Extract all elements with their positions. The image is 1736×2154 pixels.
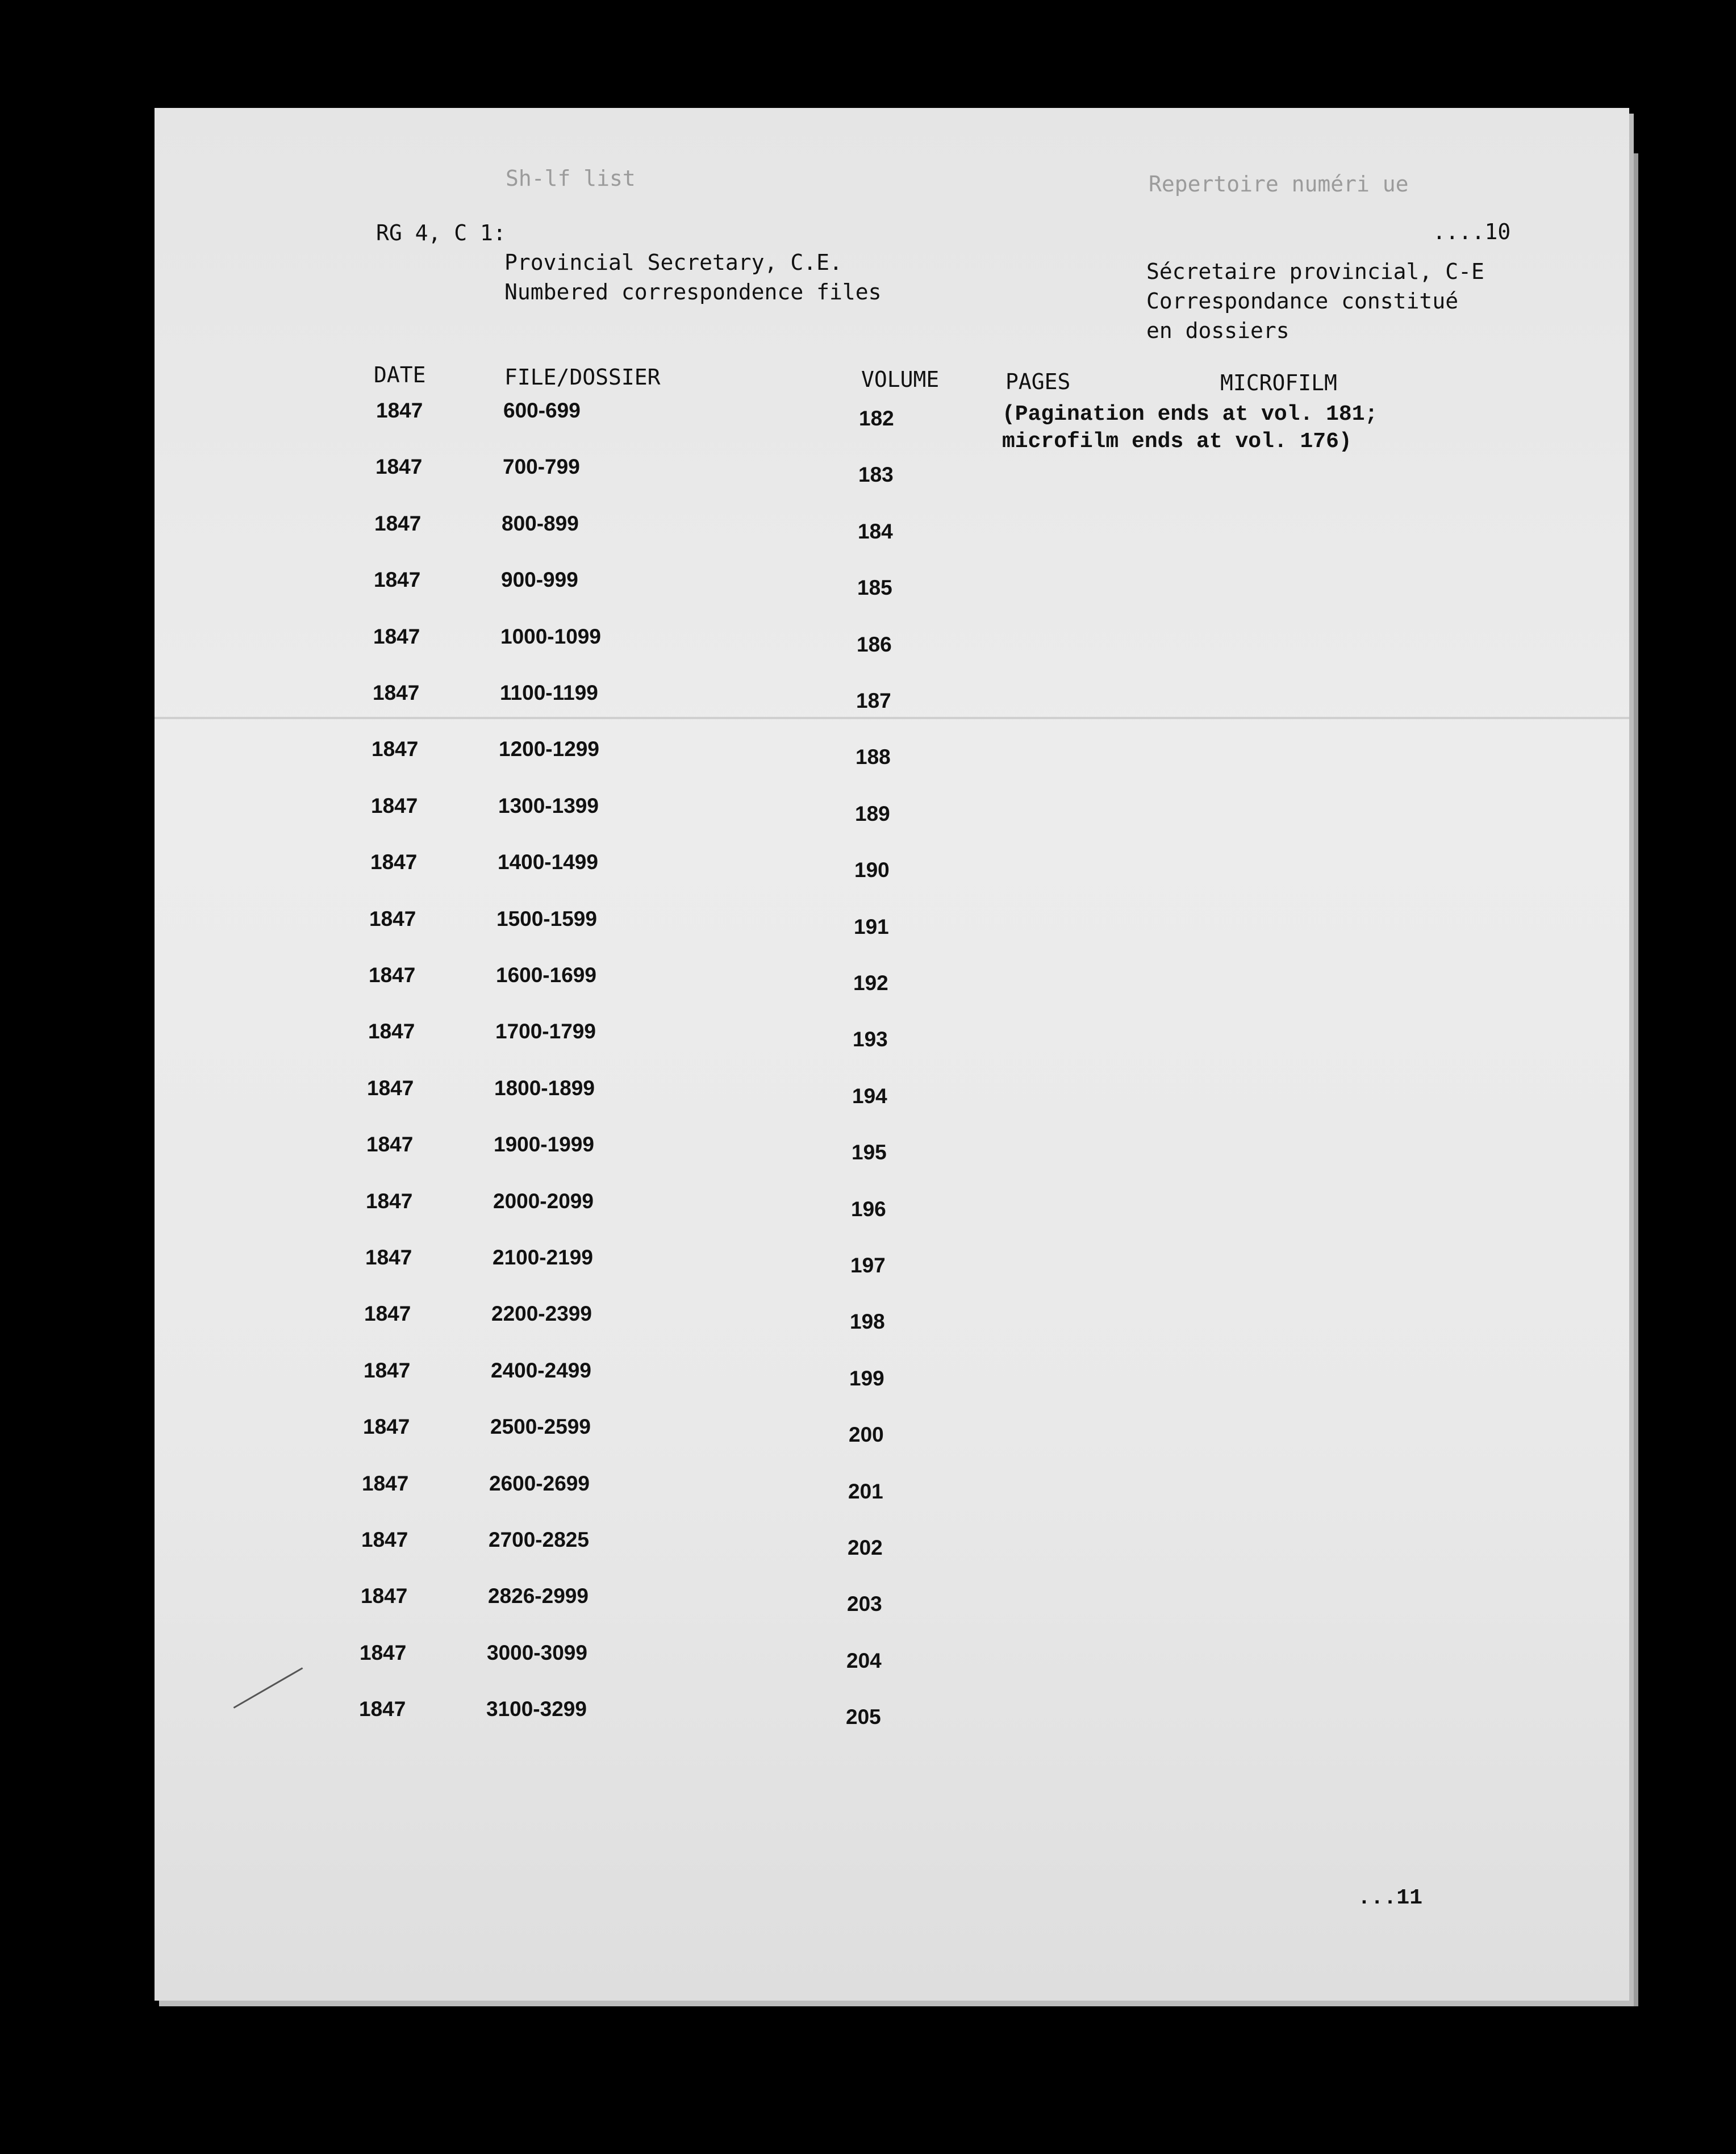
row-date: 1847 — [373, 681, 420, 704]
row-file-range: 1600-1699 — [496, 963, 596, 987]
row-file-range: 1900-1999 — [494, 1133, 594, 1156]
row-volume: 190 — [854, 858, 890, 882]
table-row — [155, 681, 1629, 715]
row-file-range: 2600-2699 — [489, 1472, 590, 1495]
row-file-range: 3000-3099 — [487, 1641, 587, 1664]
fold-line — [155, 717, 1629, 719]
row-file-range: 1100-1199 — [500, 681, 598, 704]
row-date: 1847 — [364, 1302, 411, 1325]
row-volume: 192 — [853, 971, 888, 995]
row-volume: 188 — [856, 745, 891, 769]
repertoire-label: Repertoire numéri ue — [1149, 172, 1409, 197]
row-date: 1847 — [361, 1584, 408, 1608]
row-date: 1847 — [372, 737, 419, 761]
row-file-range: 1500-1599 — [496, 907, 597, 930]
row-date: 1847 — [364, 1359, 411, 1382]
row-file-range: 800-899 — [502, 512, 579, 535]
table-row — [155, 963, 1629, 997]
table-row — [155, 737, 1629, 771]
row-volume: 200 — [849, 1423, 884, 1446]
row-file-range: 1800-1899 — [494, 1076, 595, 1100]
row-file-range: 3100-3299 — [486, 1697, 587, 1721]
table-row — [155, 1528, 1629, 1562]
title-french-2: Correspondance constitué — [1146, 289, 1459, 314]
row-volume: 194 — [852, 1084, 887, 1108]
row-date: 1847 — [375, 455, 423, 478]
table-row — [155, 512, 1629, 546]
row-date: 1847 — [367, 1076, 414, 1100]
row-file-range: 2400-2499 — [491, 1359, 591, 1382]
row-date: 1847 — [360, 1641, 407, 1664]
row-file-range: 2100-2199 — [493, 1246, 593, 1269]
row-date: 1847 — [368, 1020, 415, 1043]
table-row — [155, 1641, 1629, 1675]
row-date: 1847 — [362, 1472, 409, 1495]
table-row — [155, 1020, 1629, 1054]
row-volume: 189 — [855, 802, 890, 825]
table-row — [155, 455, 1629, 489]
pagination-note-line-1: (Pagination ends at vol. 181; — [1002, 402, 1378, 427]
table-row — [155, 1359, 1629, 1393]
row-date: 1847 — [365, 1246, 412, 1269]
table-row — [155, 907, 1629, 941]
row-volume: 198 — [850, 1310, 885, 1333]
row-file-range: 2000-2099 — [493, 1189, 594, 1213]
column-header-date: DATE — [374, 362, 426, 387]
row-volume: 185 — [857, 576, 892, 599]
row-date: 1847 — [369, 907, 416, 930]
table-row — [155, 625, 1629, 659]
title-english-2: Numbered correspondence files — [504, 279, 882, 304]
row-volume: 193 — [853, 1028, 888, 1051]
table-row — [155, 1189, 1629, 1224]
table-row — [155, 1415, 1629, 1449]
table-row — [155, 1697, 1629, 1731]
row-file-range: 2700-2825 — [489, 1528, 589, 1551]
row-volume: 201 — [848, 1480, 883, 1503]
row-file-range: 1300-1399 — [498, 794, 599, 817]
title-english-1: Provincial Secretary, C.E. — [504, 250, 842, 275]
row-volume: 199 — [849, 1367, 884, 1390]
record-group-reference: RG 4, C 1: — [376, 220, 506, 245]
row-date: 1847 — [369, 963, 416, 987]
row-volume: 196 — [851, 1197, 886, 1221]
row-volume: 184 — [858, 520, 893, 543]
row-volume: 202 — [848, 1536, 883, 1559]
table-row — [155, 399, 1629, 433]
column-header-microfilm: MICROFILM — [1220, 370, 1337, 395]
table-row — [155, 794, 1629, 828]
title-french-1: Sécretaire provincial, C-E — [1146, 259, 1484, 284]
column-header-pages: PAGES — [1005, 369, 1071, 394]
row-file-range: 1400-1499 — [498, 850, 598, 874]
row-file-range: 2826-2999 — [488, 1584, 589, 1608]
row-date: 1847 — [366, 1189, 413, 1213]
row-volume: 187 — [856, 689, 891, 712]
table-row — [155, 1076, 1629, 1111]
row-volume: 186 — [857, 633, 892, 656]
row-file-range: 1000-1099 — [500, 625, 601, 648]
row-date: 1847 — [370, 850, 418, 874]
row-file-range: 1200-1299 — [499, 737, 599, 761]
row-date: 1847 — [361, 1528, 408, 1551]
row-volume: 204 — [846, 1649, 882, 1672]
table-row — [155, 1133, 1629, 1167]
row-volume: 203 — [847, 1592, 882, 1616]
row-date: 1847 — [359, 1697, 406, 1721]
pagination-note-line-2: microfilm ends at vol. 176) — [1002, 429, 1352, 454]
next-page-indicator: ...11 — [1358, 1886, 1423, 1910]
column-header-file: FILE/DOSSIER — [504, 365, 661, 390]
row-file-range: 1700-1799 — [495, 1020, 596, 1043]
row-file-range: 600-699 — [503, 399, 581, 422]
table-row — [155, 1472, 1629, 1506]
table-row — [155, 1584, 1629, 1618]
page-number: ....10 — [1433, 219, 1511, 244]
row-file-range: 2500-2599 — [490, 1415, 591, 1438]
column-header-volume: VOLUME — [861, 367, 940, 392]
row-volume: 205 — [846, 1705, 881, 1729]
row-file-range: 2200-2399 — [491, 1302, 592, 1325]
page-edge — [1629, 153, 1638, 2006]
row-date: 1847 — [374, 512, 422, 535]
title-french-3: en dossiers — [1146, 318, 1290, 343]
table-row — [155, 568, 1629, 602]
row-date: 1847 — [363, 1415, 410, 1438]
row-date: 1847 — [376, 399, 423, 422]
row-volume: 191 — [854, 915, 889, 938]
table-row — [155, 1246, 1629, 1280]
row-file-range: 700-799 — [503, 455, 580, 478]
row-volume: 183 — [858, 463, 894, 486]
document-page — [155, 108, 1629, 2001]
row-date: 1847 — [366, 1133, 414, 1156]
shelf-list-label: Sh-lf list — [506, 166, 636, 191]
row-volume: 195 — [852, 1141, 887, 1164]
row-file-range: 900-999 — [501, 568, 578, 591]
row-date: 1847 — [374, 568, 421, 591]
row-volume: 197 — [850, 1254, 886, 1277]
table-row — [155, 850, 1629, 884]
row-date: 1847 — [371, 794, 418, 817]
row-volume: 182 — [859, 407, 894, 430]
table-row — [155, 1302, 1629, 1336]
row-date: 1847 — [373, 625, 420, 648]
